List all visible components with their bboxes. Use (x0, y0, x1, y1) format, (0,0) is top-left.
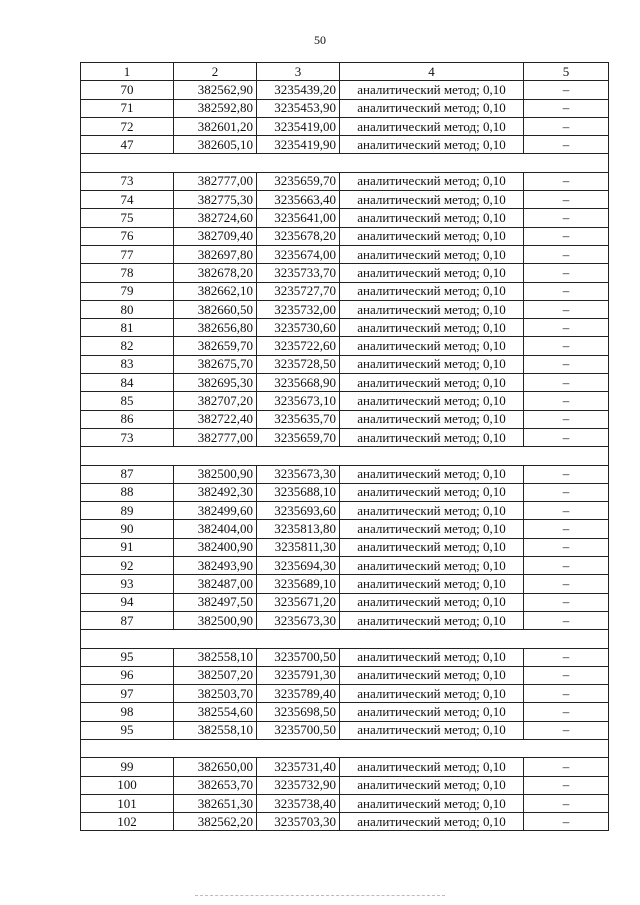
method-cell: аналитический метод; 0,10 (340, 685, 524, 703)
y-coordinate-cell: 3235789,40 (257, 685, 340, 703)
table-row (81, 319, 609, 337)
note-cell: – (524, 136, 609, 154)
group-separator-cell (81, 630, 609, 648)
table-header-row (81, 63, 609, 81)
method-cell: аналитический метод; 0,10 (340, 502, 524, 520)
x-coordinate-cell: 382605,10 (174, 136, 257, 154)
note-cell: – (524, 721, 609, 739)
table-row (81, 410, 609, 428)
method-cell: аналитический метод; 0,10 (340, 483, 524, 501)
method-cell: аналитический метод; 0,10 (340, 319, 524, 337)
header-cell-1: 1 (81, 63, 174, 81)
group-separator-row (81, 447, 609, 465)
footer-divider (195, 895, 445, 897)
table-row (81, 483, 609, 501)
note-cell: – (524, 374, 609, 392)
group-separator-cell (81, 447, 609, 465)
method-cell: аналитический метод; 0,10 (340, 611, 524, 629)
y-coordinate-cell: 3235659,70 (257, 172, 340, 190)
note-cell: – (524, 99, 609, 117)
method-cell: аналитический метод; 0,10 (340, 721, 524, 739)
note-cell: – (524, 703, 609, 721)
point-number-cell: 74 (81, 191, 174, 209)
table-row (81, 575, 609, 593)
method-cell: аналитический метод; 0,10 (340, 81, 524, 99)
header-cell-5: 5 (524, 63, 609, 81)
table-row (81, 557, 609, 575)
y-coordinate-cell: 3235659,70 (257, 428, 340, 446)
table-row (81, 374, 609, 392)
table-row (81, 209, 609, 227)
y-coordinate-cell: 3235703,30 (257, 813, 340, 831)
method-cell: аналитический метод; 0,10 (340, 392, 524, 410)
point-number-cell: 75 (81, 209, 174, 227)
table-row (81, 593, 609, 611)
x-coordinate-cell: 382500,90 (174, 611, 257, 629)
method-cell: аналитический метод; 0,10 (340, 227, 524, 245)
x-coordinate-cell: 382651,30 (174, 794, 257, 812)
table-row (81, 794, 609, 812)
table-row (81, 81, 609, 99)
method-cell: аналитический метод; 0,10 (340, 282, 524, 300)
y-coordinate-cell: 3235700,50 (257, 721, 340, 739)
table-row (81, 355, 609, 373)
y-coordinate-cell: 3235727,70 (257, 282, 340, 300)
x-coordinate-cell: 382777,00 (174, 428, 257, 446)
point-number-cell: 70 (81, 81, 174, 99)
x-coordinate-cell: 382675,70 (174, 355, 257, 373)
x-coordinate-cell: 382695,30 (174, 374, 257, 392)
y-coordinate-cell: 3235678,20 (257, 227, 340, 245)
table-row (81, 685, 609, 703)
header-cell-4: 4 (340, 63, 524, 81)
x-coordinate-cell: 382775,30 (174, 191, 257, 209)
y-coordinate-cell: 3235635,70 (257, 410, 340, 428)
x-coordinate-cell: 382562,20 (174, 813, 257, 831)
table-row (81, 465, 609, 483)
y-coordinate-cell: 3235673,30 (257, 611, 340, 629)
method-cell: аналитический метод; 0,10 (340, 99, 524, 117)
table-row (81, 428, 609, 446)
method-cell: аналитический метод; 0,10 (340, 300, 524, 318)
point-number-cell: 94 (81, 593, 174, 611)
y-coordinate-cell: 3235813,80 (257, 520, 340, 538)
x-coordinate-cell: 382656,80 (174, 319, 257, 337)
note-cell: – (524, 319, 609, 337)
point-number-cell: 87 (81, 611, 174, 629)
table-row (81, 813, 609, 831)
y-coordinate-cell: 3235419,90 (257, 136, 340, 154)
point-number-cell: 87 (81, 465, 174, 483)
point-number-cell: 76 (81, 227, 174, 245)
y-coordinate-cell: 3235730,60 (257, 319, 340, 337)
x-coordinate-cell: 382493,90 (174, 557, 257, 575)
table-row (81, 721, 609, 739)
method-cell: аналитический метод; 0,10 (340, 794, 524, 812)
y-coordinate-cell: 3235698,50 (257, 703, 340, 721)
note-cell: – (524, 520, 609, 538)
x-coordinate-cell: 382660,50 (174, 300, 257, 318)
x-coordinate-cell: 382722,40 (174, 410, 257, 428)
table-row (81, 776, 609, 794)
page-number: 50 (314, 33, 326, 47)
note-cell: – (524, 557, 609, 575)
note-cell: – (524, 172, 609, 190)
table-row (81, 264, 609, 282)
x-coordinate-cell: 382507,20 (174, 666, 257, 684)
note-cell: – (524, 428, 609, 446)
note-cell: – (524, 117, 609, 135)
y-coordinate-cell: 3235673,10 (257, 392, 340, 410)
note-cell: – (524, 81, 609, 99)
x-coordinate-cell: 382499,60 (174, 502, 257, 520)
note-cell: – (524, 685, 609, 703)
x-coordinate-cell: 382404,00 (174, 520, 257, 538)
note-cell: – (524, 483, 609, 501)
method-cell: аналитический метод; 0,10 (340, 666, 524, 684)
method-cell: аналитический метод; 0,10 (340, 557, 524, 575)
y-coordinate-cell: 3235668,90 (257, 374, 340, 392)
method-cell: аналитический метод; 0,10 (340, 776, 524, 794)
table-row (81, 99, 609, 117)
y-coordinate-cell: 3235453,90 (257, 99, 340, 117)
group-separator-cell (81, 154, 609, 172)
table-row (81, 337, 609, 355)
x-coordinate-cell: 382558,10 (174, 721, 257, 739)
x-coordinate-cell: 382724,60 (174, 209, 257, 227)
y-coordinate-cell: 3235700,50 (257, 648, 340, 666)
note-cell: – (524, 794, 609, 812)
y-coordinate-cell: 3235663,40 (257, 191, 340, 209)
table-body (81, 81, 609, 831)
point-number-cell: 86 (81, 410, 174, 428)
method-cell: аналитический метод; 0,10 (340, 593, 524, 611)
note-cell: – (524, 611, 609, 629)
point-number-cell: 91 (81, 538, 174, 556)
x-coordinate-cell: 382497,50 (174, 593, 257, 611)
point-number-cell: 92 (81, 557, 174, 575)
x-coordinate-cell: 382777,00 (174, 172, 257, 190)
x-coordinate-cell: 382400,90 (174, 538, 257, 556)
method-cell: аналитический метод; 0,10 (340, 813, 524, 831)
method-cell: аналитический метод; 0,10 (340, 428, 524, 446)
point-number-cell: 95 (81, 648, 174, 666)
x-coordinate-cell: 382601,20 (174, 117, 257, 135)
table-row (81, 758, 609, 776)
x-coordinate-cell: 382503,70 (174, 685, 257, 703)
point-number-cell: 100 (81, 776, 174, 794)
point-number-cell: 79 (81, 282, 174, 300)
x-coordinate-cell: 382707,20 (174, 392, 257, 410)
y-coordinate-cell: 3235728,50 (257, 355, 340, 373)
y-coordinate-cell: 3235732,00 (257, 300, 340, 318)
group-separator-row (81, 154, 609, 172)
x-coordinate-cell: 382678,20 (174, 264, 257, 282)
y-coordinate-cell: 3235674,00 (257, 245, 340, 263)
x-coordinate-cell: 382492,30 (174, 483, 257, 501)
table-row (81, 191, 609, 209)
table-row (81, 227, 609, 245)
y-coordinate-cell: 3235738,40 (257, 794, 340, 812)
point-number-cell: 47 (81, 136, 174, 154)
method-cell: аналитический метод; 0,10 (340, 758, 524, 776)
group-separator-row (81, 630, 609, 648)
note-cell: – (524, 245, 609, 263)
method-cell: аналитический метод; 0,10 (340, 209, 524, 227)
table-row (81, 648, 609, 666)
point-number-cell: 73 (81, 172, 174, 190)
note-cell: – (524, 337, 609, 355)
point-number-cell: 98 (81, 703, 174, 721)
method-cell: аналитический метод; 0,10 (340, 191, 524, 209)
method-cell: аналитический метод; 0,10 (340, 538, 524, 556)
point-number-cell: 82 (81, 337, 174, 355)
x-coordinate-cell: 382562,90 (174, 81, 257, 99)
x-coordinate-cell: 382592,80 (174, 99, 257, 117)
x-coordinate-cell: 382554,60 (174, 703, 257, 721)
x-coordinate-cell: 382487,00 (174, 575, 257, 593)
table-row (81, 502, 609, 520)
table-row (81, 611, 609, 629)
group-separator-cell (81, 739, 609, 757)
y-coordinate-cell: 3235693,60 (257, 502, 340, 520)
y-coordinate-cell: 3235689,10 (257, 575, 340, 593)
point-number-cell: 99 (81, 758, 174, 776)
table-row (81, 282, 609, 300)
method-cell: аналитический метод; 0,10 (340, 136, 524, 154)
point-number-cell: 81 (81, 319, 174, 337)
note-cell: – (524, 282, 609, 300)
y-coordinate-cell: 3235733,70 (257, 264, 340, 282)
method-cell: аналитический метод; 0,10 (340, 172, 524, 190)
method-cell: аналитический метод; 0,10 (340, 117, 524, 135)
point-number-cell: 83 (81, 355, 174, 373)
note-cell: – (524, 666, 609, 684)
x-coordinate-cell: 382659,70 (174, 337, 257, 355)
method-cell: аналитический метод; 0,10 (340, 575, 524, 593)
table-row (81, 136, 609, 154)
x-coordinate-cell: 382650,00 (174, 758, 257, 776)
x-coordinate-cell: 382697,80 (174, 245, 257, 263)
y-coordinate-cell: 3235641,00 (257, 209, 340, 227)
note-cell: – (524, 575, 609, 593)
table-row (81, 117, 609, 135)
y-coordinate-cell: 3235791,30 (257, 666, 340, 684)
x-coordinate-cell: 382653,70 (174, 776, 257, 794)
point-number-cell: 102 (81, 813, 174, 831)
note-cell: – (524, 209, 609, 227)
note-cell: – (524, 300, 609, 318)
point-number-cell: 72 (81, 117, 174, 135)
note-cell: – (524, 813, 609, 831)
point-number-cell: 73 (81, 428, 174, 446)
note-cell: – (524, 593, 609, 611)
point-number-cell: 97 (81, 685, 174, 703)
group-separator-row (81, 739, 609, 757)
point-number-cell: 84 (81, 374, 174, 392)
table-row (81, 245, 609, 263)
point-number-cell: 88 (81, 483, 174, 501)
point-number-cell: 95 (81, 721, 174, 739)
y-coordinate-cell: 3235673,30 (257, 465, 340, 483)
header-cell-3: 3 (257, 63, 340, 81)
point-number-cell: 85 (81, 392, 174, 410)
y-coordinate-cell: 3235732,90 (257, 776, 340, 794)
note-cell: – (524, 392, 609, 410)
method-cell: аналитический метод; 0,10 (340, 337, 524, 355)
coordinates-table (80, 62, 609, 831)
note-cell: – (524, 227, 609, 245)
note-cell: – (524, 502, 609, 520)
method-cell: аналитический метод; 0,10 (340, 520, 524, 538)
point-number-cell: 80 (81, 300, 174, 318)
point-number-cell: 77 (81, 245, 174, 263)
method-cell: аналитический метод; 0,10 (340, 410, 524, 428)
note-cell: – (524, 191, 609, 209)
y-coordinate-cell: 3235811,30 (257, 538, 340, 556)
note-cell: – (524, 465, 609, 483)
y-coordinate-cell: 3235731,40 (257, 758, 340, 776)
table-row (81, 520, 609, 538)
x-coordinate-cell: 382500,90 (174, 465, 257, 483)
method-cell: аналитический метод; 0,10 (340, 264, 524, 282)
y-coordinate-cell: 3235671,20 (257, 593, 340, 611)
header-cell-2: 2 (174, 63, 257, 81)
x-coordinate-cell: 382558,10 (174, 648, 257, 666)
y-coordinate-cell: 3235439,20 (257, 81, 340, 99)
y-coordinate-cell: 3235688,10 (257, 483, 340, 501)
point-number-cell: 89 (81, 502, 174, 520)
method-cell: аналитический метод; 0,10 (340, 465, 524, 483)
point-number-cell: 96 (81, 666, 174, 684)
method-cell: аналитический метод; 0,10 (340, 703, 524, 721)
point-number-cell: 71 (81, 99, 174, 117)
method-cell: аналитический метод; 0,10 (340, 374, 524, 392)
method-cell: аналитический метод; 0,10 (340, 245, 524, 263)
table-row (81, 392, 609, 410)
point-number-cell: 78 (81, 264, 174, 282)
table-row (81, 300, 609, 318)
method-cell: аналитический метод; 0,10 (340, 648, 524, 666)
method-cell: аналитический метод; 0,10 (340, 355, 524, 373)
note-cell: – (524, 355, 609, 373)
point-number-cell: 93 (81, 575, 174, 593)
note-cell: – (524, 410, 609, 428)
y-coordinate-cell: 3235419,00 (257, 117, 340, 135)
note-cell: – (524, 648, 609, 666)
note-cell: – (524, 538, 609, 556)
note-cell: – (524, 264, 609, 282)
note-cell: – (524, 758, 609, 776)
table-row (81, 172, 609, 190)
x-coordinate-cell: 382662,10 (174, 282, 257, 300)
y-coordinate-cell: 3235694,30 (257, 557, 340, 575)
point-number-cell: 101 (81, 794, 174, 812)
table-row (81, 666, 609, 684)
x-coordinate-cell: 382709,40 (174, 227, 257, 245)
y-coordinate-cell: 3235722,60 (257, 337, 340, 355)
table-row (81, 703, 609, 721)
point-number-cell: 90 (81, 520, 174, 538)
note-cell: – (524, 776, 609, 794)
table-row (81, 538, 609, 556)
